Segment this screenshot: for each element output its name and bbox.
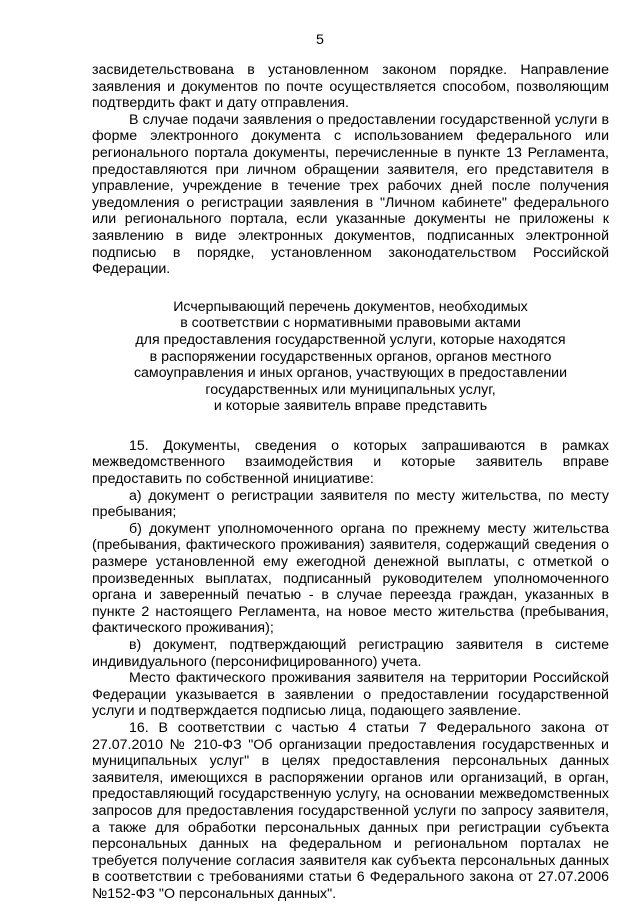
document-body: [92, 62, 609, 903]
list-item-b: б) документ уполномоченного органа по прежнему месту жительства (пребывания, фактического проживания) заявителя, содержащий сведения о размере установленной ему ежегодной денежной выплаты, с отметкой о произведенных выплатах, подписанный руководителем уполномоченного органа и заверенный печатью - в случае переезда граждан, указанных в пункте 2 настоящего Регламента, на новое место жительства (пребывания, фактического проживания);: [92, 520, 609, 637]
paragraph-item-15: 15. Документы, сведения о которых запрашиваются в рамках межведомственного взаимодействия и которые заявитель вправе предоставить по собственной инициативе:: [92, 437, 609, 488]
list-item-c: в) документ, подтверждающий регистрацию заявителя в системе индивидуального (персонифицированного) учета.: [92, 637, 609, 670]
section-heading-line: для предоставления государственной услуги, которые находятся: [135, 331, 566, 348]
section-heading-line: государственных или муниципальных услуг,: [205, 381, 496, 398]
paragraph-item-16: 16. В соответствии с частью 4 статьи 7 Федерального закона от 27.07.2010 № 210-ФЗ "Об организации предоставления государственных и муниципальных услуг" в целях предоставления персональных данных заявителя, имеющихся в распоряжении органов или организаций, в орган, предоставляющий государственную услугу, на основании межведомственных запросов для предоставления государственной услуги по запросу заявителя, а также для обработки персональных данных при регистрации субъекта персональных данных на федеральном и региональном порталах не требуется получение согласия заявителя как субъекта персональных данных в соответствии с требованиями статьи 6 Федерального закона от 27.07.2006 №152-ФЗ "О персональных данных".: [92, 719, 609, 902]
section-heading: [92, 299, 609, 415]
section-heading-line: в соответствии с нормативными правовыми актами: [180, 315, 521, 332]
page-number: 5: [316, 32, 324, 48]
paragraph: В случае подачи заявления о предоставлении государственной услуги в форме электронного документа с использованием федерального или регионального портала документы, перечисленные в пункте 13 Регламента, предоставляются при личном обращении заявителя, его представителя в управление, учреждение в течение трех рабочих дней после получения уведомления о регистрации заявления в "Личном кабинете" федерального или регионального портала, если указанные документы не приложены к заявлению в виде электронных документов, подписанных электронной подписью в порядке, установленном законодательством Российской Федерации.: [92, 111, 609, 278]
section-heading-line: в распоряжении государственных органов, органов местного: [149, 348, 552, 365]
paragraph: засвидетельствована в установленном законом порядке. Направление заявления и документов по почте осуществляется способом, позволяющим подтвердить факт и дату отправления.: [92, 62, 609, 112]
section-heading-line: Исчерпывающий перечень документов, необходимых: [173, 298, 528, 315]
list-item-a: а) документ о регистрации заявителя по месту жительства, по месту пребывания;: [92, 487, 609, 521]
section-heading-line: и которые заявитель вправе представить: [213, 398, 488, 415]
section-heading-line: самоуправления и иных органов, участвующих в предоставлении: [133, 365, 568, 382]
paragraph: Место фактического проживания заявителя на территории Российской Федерации указывается в заявлении о предоставлении государственной услуги и подтверждается подписью лица, подающего заявление.: [92, 670, 609, 720]
